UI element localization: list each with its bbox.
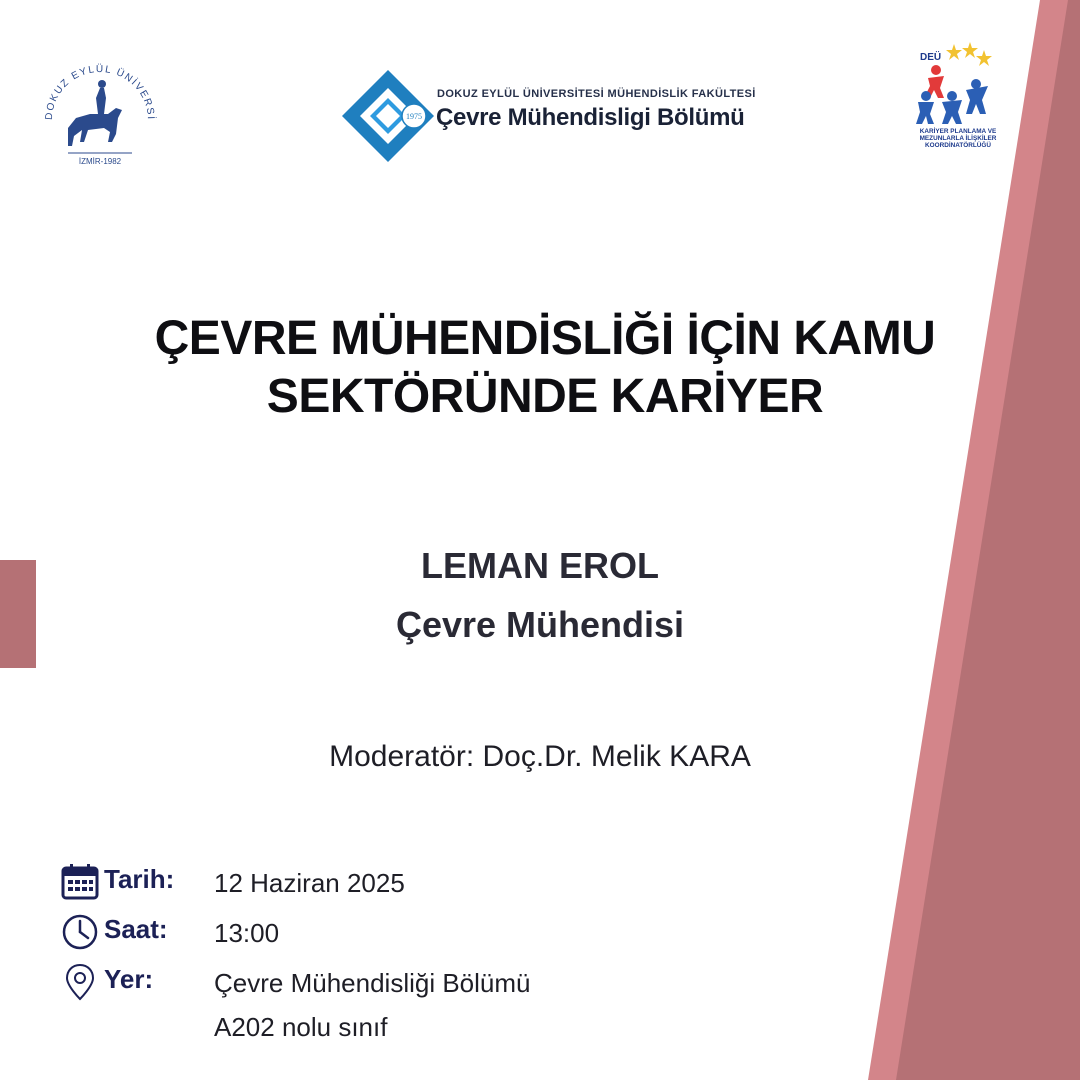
speaker-name: LEMAN EROL [421,545,659,586]
university-arc-text: DOKUZ EYLÜL ÜNİVERSİ [43,63,157,121]
place-label: Yer: [104,964,154,994]
event-title [60,310,1030,426]
left-accent-tab [0,560,36,668]
time-value: 13:00 [214,918,280,948]
faculty-name: DOKUZ EYLÜL ÜNİVERSİTESİ MÜHENDİSLİK FAKÜLTESİ [437,88,756,100]
time-label: Saat: [104,914,168,944]
department-year: 1975 [406,112,422,121]
department-logo [340,68,756,164]
event-title-line2: SEKTÖRÜNDE KARİYER [266,370,824,423]
date-value: 12 Haziran 2025 [214,868,405,898]
location-pin-icon [60,962,100,1002]
clock-icon [60,912,100,952]
place-value: Çevre Mühendisliği Bölümü [214,968,531,998]
university-year: İZMİR-1982 [78,157,122,166]
event-title-line1: ÇEVRE MÜHENDİSLİĞİ İÇİN KAMU [154,312,936,365]
career-acronym: DEÜ [920,52,942,63]
department-name: Çevre Mühendisligi Bölümü [436,104,745,131]
people-figures-icon [916,65,988,124]
stars-icon [946,42,992,66]
place-extra: A202 nolu sınıf [214,1012,388,1042]
career-office-name: KARİYER PLANLAMA VE MEZUNLARLA İLİŞKİLER KOORDİNATÖRLÜĞÜ [919,128,997,150]
speaker-title: Çevre Mühendisi [395,604,685,645]
career-office-logo [908,40,1008,170]
horse-rider-icon [68,80,122,146]
calendar-icon [60,862,100,902]
moderator: Moderatör: Doç.Dr. Melik KARA [329,740,751,773]
university-logo [38,58,162,170]
date-label: Tarih: [104,864,175,894]
